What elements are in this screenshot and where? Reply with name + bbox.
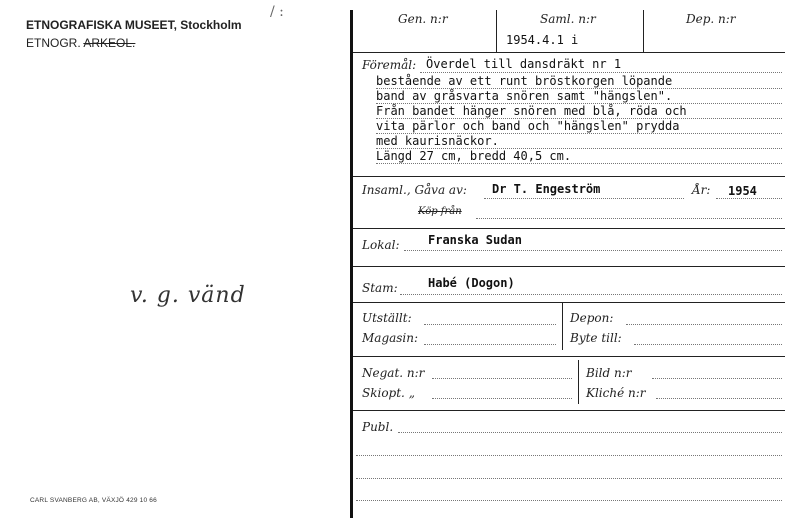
stam-label: Stam: (362, 281, 398, 295)
saml-nr-label: Saml. n:r (540, 12, 596, 26)
ar-label: År: (692, 183, 711, 197)
department-line (26, 36, 135, 50)
insaml-value: Dr T. Engeström (492, 182, 601, 196)
row-line-utstallt (353, 356, 785, 357)
ar-value: 1954 (728, 184, 757, 198)
stam-value: Habé (Dogon) (428, 276, 515, 290)
department-struck: ARKEOL. (83, 36, 136, 50)
top-divider-1 (496, 10, 497, 52)
card-divider-line (350, 10, 353, 518)
dep-nr-label: Dep. n:r (686, 12, 736, 26)
printer-imprint: CARL SVANBERG AB, VÄXJÖ 429 10 66 (30, 497, 157, 504)
utstallt-divider (562, 302, 563, 350)
foremal-line-1: Överdel till dansdräkt nr 1 (426, 57, 622, 71)
byte-till-label: Byte till: (570, 331, 622, 345)
saml-nr-value: 1954.4.1 i (506, 33, 579, 47)
row-line-insaml (353, 228, 785, 229)
depon-label: Depon: (570, 311, 614, 325)
row-line-stam (353, 302, 785, 303)
foremal-label: Föremål: (362, 58, 417, 72)
foremal-line-4: Från bandet hänger snören med blå, röda och (376, 104, 687, 118)
lokal-value: Franska Sudan (428, 233, 522, 247)
handwritten-note: v. g. vänd (130, 283, 246, 308)
foremal-line-5: vita pärlor och band och "hängslen" prydda (376, 119, 680, 133)
lokal-label: Lokal: (362, 238, 400, 252)
gen-nr-label: Gen. n:r (398, 12, 448, 26)
pencil-tick-mark: / : (270, 4, 284, 20)
row-line-lokal (353, 266, 785, 267)
foremal-line-3: band av gråsvarta snören samt "hängslen". (376, 89, 673, 103)
insaml-label: Insaml., Gåva av: (362, 183, 467, 197)
negat-divider (578, 360, 579, 404)
row-line-negat (353, 410, 785, 411)
row-line-foremal (353, 176, 785, 177)
foremal-line-6: med kaurisnäckor. (376, 134, 499, 148)
foremal-line-7: Längd 27 cm, bredd 40,5 cm. (376, 149, 572, 163)
kop-fran-struck: Köp från (418, 206, 462, 217)
foremal-line-2: bestående av ett runt bröstkorgen löpande (376, 74, 673, 88)
skiopt-label: Skiopt. „ (362, 386, 415, 400)
magasin-label: Magasin: (362, 331, 419, 345)
department-prefix: ETNOGR. (26, 36, 81, 50)
bild-nr-label: Bild n:r (586, 366, 632, 380)
kliche-nr-label: Kliché n:r (586, 386, 646, 400)
top-divider-2 (643, 10, 644, 52)
publ-label: Publ. (362, 420, 394, 434)
museum-name: ETNOGRAFISKA MUSEET, Stockholm (26, 18, 242, 32)
row-line-top (353, 52, 785, 53)
negat-label: Negat. n:r (362, 366, 425, 380)
utstallt-label: Utställt: (362, 311, 412, 325)
